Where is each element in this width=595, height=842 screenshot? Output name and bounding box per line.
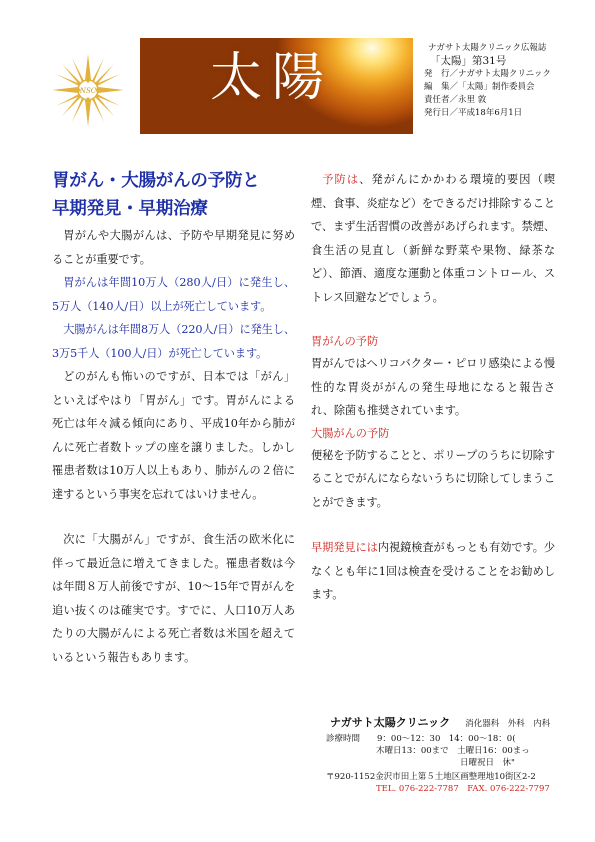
colon-cancer-stats: 大腸がんは年間8万人（220人/日）に発生し、3万5千人（100人/日）が死亡しています。 [52,323,295,360]
stomach-prevention-heading: 胃がんの予防 [311,335,379,348]
article-headline-line-1: 胃がん・大腸がんの予防と [52,171,260,191]
early-detection-lead: 早期発見には [311,541,378,554]
clinic-departments: 消化器科 外科 内科 [465,719,551,729]
stomach-cancer-stats: 胃がんは年間10万人（280人/日）に発生し、5万人（140人/日）以上が死亡しています。 [52,276,295,313]
colon-prevention-heading: 大腸がんの予防 [311,426,390,440]
prevention-paragraph [311,168,555,309]
clinic-address: 〒920-1152金沢市田上第５土地区画整理地10街区2-2 [326,772,536,782]
stomach-prevention-text: 胃がんではヘリコバクター・ピロリ感染による慢性的な胃炎ががんの発生母地になると報告され、除菌も推奨されています。 [311,357,555,417]
intro-paragraph: 胃がんや大腸がんは、予防や早期発見に努めることが重要です。 [52,229,295,266]
masthead [424,42,590,120]
colon-prevention-text: 便秘を予防することと、ポリープのうちに切除することでがんにならないうちに切除してしまうことができます。 [311,448,555,509]
stomach-cancer-paragraph: どのがんも怖いのですが、日本では「がん」といえばやはり「胃がん」です。胃がんによる死亡は年々減る傾向にあり、平成10年から肺がんに死亡者数トップの座を譲りました。しかし罹患者数は10万人以上もあり、肺がんの２倍に達するという事実を忘れてはいけません。 [52,370,295,501]
publisher-line: 発 行／ナガサト太陽クリニック [424,69,551,79]
early-detection-paragraph [311,536,555,607]
right-column [311,168,555,607]
newsletter-title: 太陽 [210,48,335,108]
prevention-lead: 予防は [322,173,360,186]
publication-name: ナガサト太陽クリニック広報誌 [428,43,547,53]
clinic-name: ナガサト太陽クリニック [330,716,451,729]
article-headline-line-2: 早期発見・早期治療 [52,199,208,219]
prevention-text: 、発がんにかかわる環境的要因（喫煙、食事、炎症など）をできるだけ排除することで、まず生活習慣の改善があげられます。禁煙、食生活の見直し（新鮮な野菜や果物、緑茶など）、節酒、適度な運動と体重コントロール、ストレス回避などでしょう。 [311,173,555,304]
clinic-phone-fax: TEL. 076-222-7787 FAX. 076-222-7797 [376,784,550,794]
title-banner [140,38,413,134]
clinic-holidays: 日曜祝日 休" [460,758,515,768]
left-column [52,168,295,669]
clinic-thursday-saturday: 木曜日13：00まで 土曜日16：00まっ [376,746,530,756]
early-detection-text: 内視鏡検査がもっとも有効です。少なくとも年に1回は検査を受けることをお勧めします。 [311,541,555,601]
issue-number: 「太陽」第31号 [430,55,507,67]
editor-line: 編 集／「太陽」制作委員会 [424,82,535,92]
svg-text:NSC: NSC [79,87,97,95]
responsible-line: 責任者／永里 敦 [424,95,487,105]
colon-cancer-paragraph: 次に「大腸がん」ですが、食生活の欧米化に伴って最近急に増えてきました。罹患者数は今は年間８万人前後ですが、10〜15年で胃がんを追い抜くのは確実です。すでに、人口10万人あたりの大腸がんによる死亡者数は米国を超えているという報告もあります。 [52,533,295,664]
clinic-info [326,712,588,795]
clinic-hours: 診療時間 9：00〜12：30 14：00〜18：0( [326,734,516,744]
issue-date: 発行日／平成18年6月1日 [424,108,523,118]
sun-logo-icon [50,52,126,128]
